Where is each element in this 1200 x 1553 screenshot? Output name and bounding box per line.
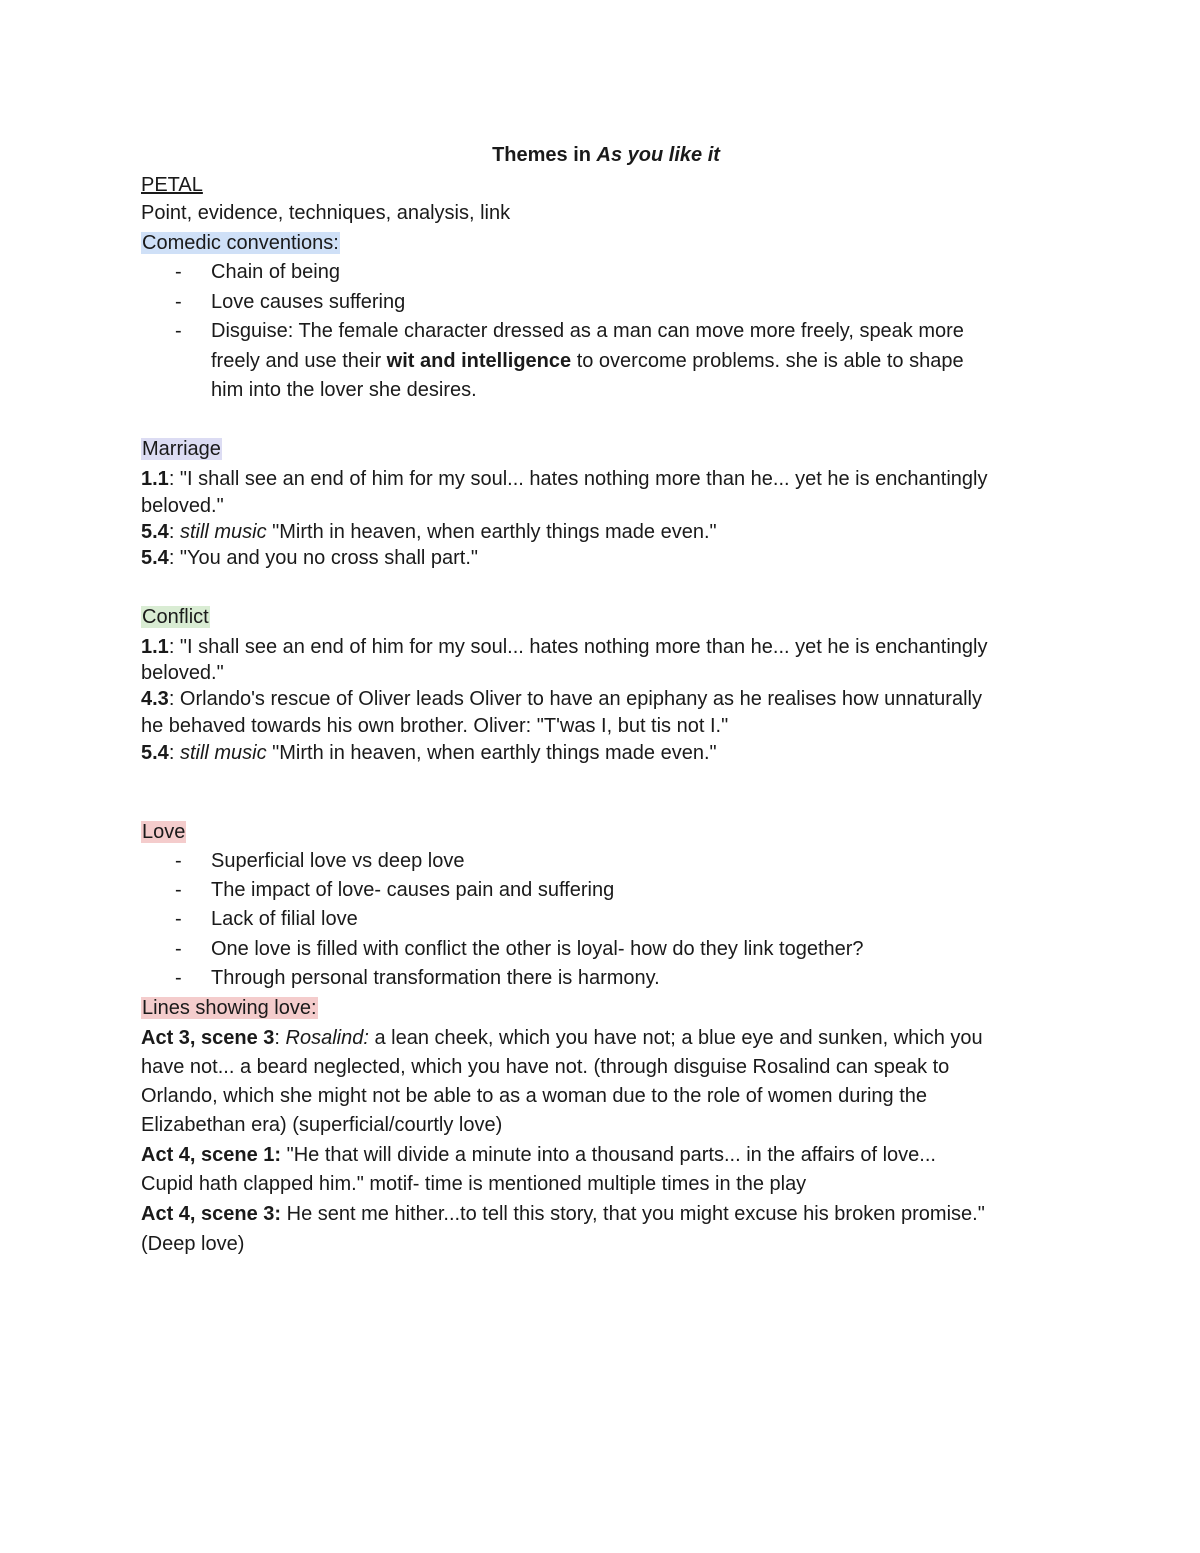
quote-text: "Mirth in heaven, when earthly things made even." bbox=[266, 521, 717, 543]
petal-text: Point, evidence, techniques, analysis, link bbox=[141, 202, 511, 224]
love-heading bbox=[141, 819, 186, 845]
bullet-dash: - bbox=[175, 320, 182, 342]
bullet-text: Lack of filial love bbox=[211, 908, 358, 930]
marriage-heading-text: Marriage bbox=[142, 438, 221, 460]
conflict-heading-text: Conflict bbox=[142, 606, 209, 628]
text-run: freely and use their bbox=[211, 350, 387, 372]
quote-line bbox=[141, 1025, 983, 1051]
bullet-dash: - bbox=[175, 879, 182, 901]
quote-text: : Orlando's rescue of Oliver leads Oliver to have an epiphany as he realises how unnaturally bbox=[168, 688, 982, 710]
petal-heading bbox=[141, 172, 203, 198]
scene-ref: Act 3, scene 3 bbox=[141, 1027, 275, 1049]
quote-line: Cupid hath clapped him." motif- time is mentioned multiple times in the play bbox=[141, 1173, 807, 1195]
italic-text: still music bbox=[179, 742, 267, 764]
quote-text: "Mirth in heaven, when earthly things made even." bbox=[266, 742, 717, 764]
quote-text: : "I shall see an end of him for my soul... hates nothing more than he... yet he is enchantingly bbox=[168, 636, 988, 658]
bullet-text: Through personal transformation there is harmony. bbox=[211, 967, 660, 989]
quote-line bbox=[141, 545, 478, 571]
bullet-text: Superficial love vs deep love bbox=[211, 850, 465, 872]
scene-ref: 5.4 bbox=[141, 521, 169, 543]
quote-line: beloved." bbox=[141, 495, 224, 517]
quote-line bbox=[141, 1142, 936, 1168]
comedic-heading bbox=[141, 230, 340, 256]
scene-ref: 1.1 bbox=[141, 468, 169, 490]
quote-line: Elizabethan era) (superficial/courtly love) bbox=[141, 1114, 503, 1136]
quote-line: he behaved towards his own brother. Oliver: "T'was I, but tis not I." bbox=[141, 715, 729, 737]
scene-ref: 5.4 bbox=[141, 547, 169, 569]
bullet-dash: - bbox=[175, 291, 182, 313]
quote-text: "He that will divide a minute into a thousand parts... in the affairs of love... bbox=[281, 1144, 936, 1166]
conflict-heading bbox=[141, 604, 210, 630]
quote-line: (Deep love) bbox=[141, 1233, 245, 1255]
scene-ref: 5.4 bbox=[141, 742, 169, 764]
bullet-dash: - bbox=[175, 850, 182, 872]
speaker-name: Rosalind: bbox=[285, 1027, 369, 1049]
bullet-text: The impact of love- causes pain and suffering bbox=[211, 879, 615, 901]
bullet-text: Love causes suffering bbox=[211, 291, 406, 313]
petal-heading-text: PETAL bbox=[141, 174, 203, 196]
marriage-heading bbox=[141, 436, 222, 462]
scene-ref: 1.1 bbox=[141, 636, 169, 658]
quote-line bbox=[141, 634, 987, 660]
bullet-dash: - bbox=[175, 908, 182, 930]
quote-text: He sent me hither...to tell this story, that you might excuse his broken promise." bbox=[281, 1203, 985, 1225]
bold-text: wit and intelligence bbox=[386, 350, 572, 372]
love-heading-text: Love bbox=[142, 821, 186, 843]
quote-line: have not... a beard neglected, which you have not. (through disguise Rosalind can speak to bbox=[141, 1056, 950, 1078]
quote-line: Orlando, which she might not be able to as a woman due to the role of women during the bbox=[141, 1085, 928, 1107]
bullet-text: Chain of being bbox=[211, 261, 340, 283]
document-title bbox=[141, 142, 1071, 168]
italic-text: still music bbox=[179, 521, 267, 543]
scene-ref: 4.3 bbox=[141, 688, 169, 710]
title-play-name: As you like it bbox=[596, 144, 720, 166]
text-run: to overcome problems. she is able to shape bbox=[571, 350, 964, 372]
scene-ref: Act 4, scene 3: bbox=[141, 1203, 282, 1225]
lines-heading-text: Lines showing love: bbox=[142, 997, 317, 1019]
quote-text: : "You and you no cross shall part." bbox=[168, 547, 479, 569]
scene-ref: Act 4, scene 1: bbox=[141, 1144, 282, 1166]
bullet-dash: - bbox=[175, 261, 182, 283]
comedic-heading-text: Comedic conventions: bbox=[142, 232, 339, 254]
text-run: : bbox=[274, 1027, 286, 1049]
bullet-text: him into the lover she desires. bbox=[211, 379, 477, 401]
quote-line bbox=[141, 466, 987, 492]
quote-line bbox=[141, 1201, 985, 1227]
quote-line bbox=[141, 740, 717, 766]
quote-line bbox=[141, 686, 982, 712]
quote-line bbox=[141, 519, 717, 545]
title-text: Themes in bbox=[492, 144, 597, 166]
bullet-text: One love is filled with conflict the other is loyal- how do they link together? bbox=[211, 938, 864, 960]
quote-text: : "I shall see an end of him for my soul... hates nothing more than he... yet he is enchantingly bbox=[168, 468, 988, 490]
text-run: : bbox=[168, 521, 180, 543]
bullet-dash: - bbox=[175, 967, 182, 989]
quote-text: a lean cheek, which you have not; a blue eye and sunken, which you bbox=[368, 1027, 983, 1049]
bullet-dash: - bbox=[175, 938, 182, 960]
bullet-text: Disguise: The female character dressed as a man can move more freely, speak more bbox=[211, 320, 964, 342]
text-run: : bbox=[168, 742, 180, 764]
lines-showing-love-heading bbox=[141, 995, 318, 1021]
quote-line: beloved." bbox=[141, 662, 224, 684]
bullet-text bbox=[211, 348, 964, 374]
